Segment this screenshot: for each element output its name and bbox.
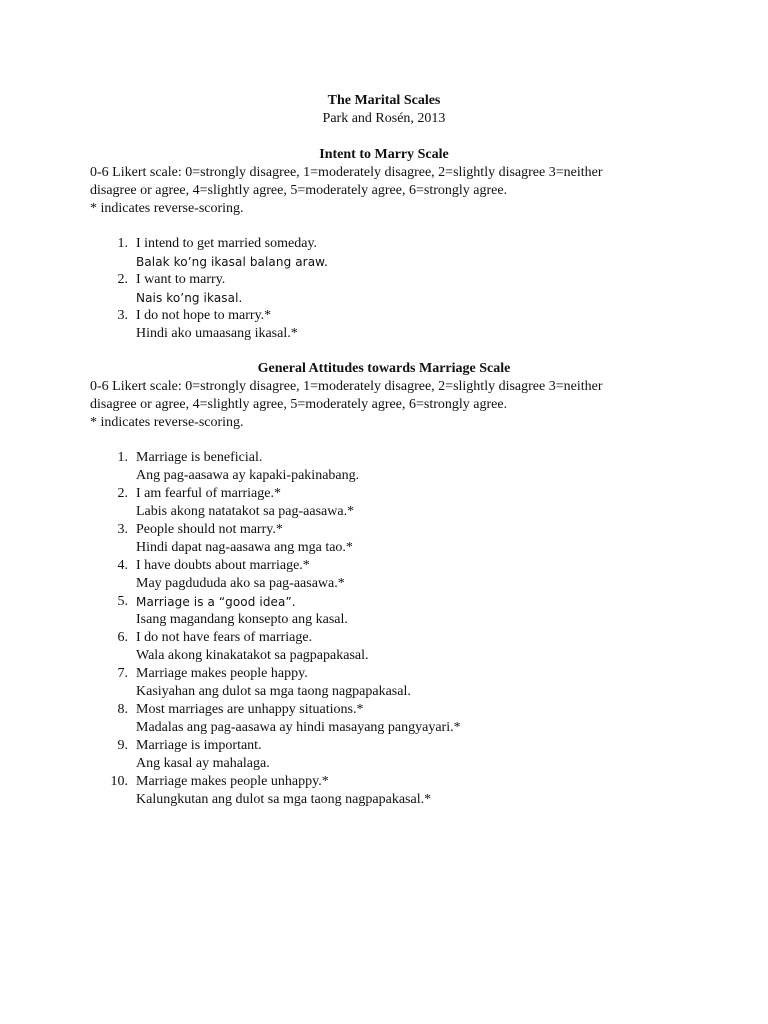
- list-item: [90, 521, 690, 557]
- item-number: 6.: [117, 630, 128, 645]
- item-translation: Hindi dapat nag-aasawa ang mga tao.*: [136, 540, 353, 555]
- item-statement: Marriage makes people happy.: [136, 666, 308, 681]
- list-item: [90, 773, 690, 809]
- item-number: 1.: [117, 450, 128, 465]
- item-statement: People should not marry.*: [136, 522, 283, 537]
- item-number: 3.: [117, 522, 128, 537]
- item-statement: Marriage is a “good idea”.: [136, 595, 296, 609]
- item-translation: Hindi ako umaasang ikasal.*: [136, 326, 298, 341]
- scale-description-line1: 0-6 Likert scale: 0=strongly disagree, 1=moderately disagree, 2=slightly disagree 3=neither: [90, 165, 603, 180]
- item-translation: Ang pag-aasawa ay kapaki-pakinabang.: [136, 468, 360, 483]
- item-translation: Ang kasal ay mahalaga.: [136, 756, 270, 771]
- reverse-scoring-note: * indicates reverse-scoring.: [90, 201, 244, 216]
- item-statement: I intend to get married someday.: [136, 236, 318, 251]
- document-title: The Marital Scales: [327, 93, 441, 108]
- list-item: [90, 701, 690, 737]
- item-statement: Marriage makes people unhappy.*: [136, 774, 329, 789]
- list-item: [90, 737, 690, 773]
- list-item: [90, 557, 690, 593]
- item-number: 9.: [117, 738, 128, 753]
- list-item: [90, 235, 690, 271]
- section-heading: General Attitudes towards Marriage Scale: [257, 361, 511, 376]
- list-item: [90, 665, 690, 701]
- document-subtitle: Park and Rosén, 2013: [322, 111, 446, 126]
- item-number: 4.: [117, 558, 128, 573]
- item-number: 7.: [117, 666, 128, 681]
- section-heading: Intent to Marry Scale: [319, 147, 449, 162]
- item-statement: Marriage is beneficial.: [136, 450, 263, 465]
- item-translation: Kalungkutan ang dulot sa mga taong nagpapakasal.*: [136, 792, 432, 807]
- item-translation: Isang magandang konsepto ang kasal.: [136, 612, 348, 627]
- item-statement: I have doubts about marriage.*: [136, 558, 310, 573]
- item-number: 5.: [117, 594, 128, 609]
- list-item: [90, 485, 690, 521]
- item-number: 2.: [117, 272, 128, 287]
- item-statement: Most marriages are unhappy situations.*: [136, 702, 364, 717]
- item-translation: Balak ko’ng ikasal balang araw.: [136, 255, 328, 269]
- item-translation: Madalas ang pag-aasawa ay hindi masayang pangyayari.*: [136, 720, 461, 735]
- item-statement: Marriage is important.: [136, 738, 262, 753]
- item-number: 8.: [117, 702, 128, 717]
- item-number: 3.: [117, 308, 128, 323]
- item-statement: I want to marry.: [136, 272, 226, 287]
- item-statement: I do not have fears of marriage.: [136, 630, 313, 645]
- item-number: 1.: [117, 236, 128, 251]
- item-translation: Nais ko’ng ikasal.: [136, 291, 243, 305]
- scale-description-line1: 0-6 Likert scale: 0=strongly disagree, 1=moderately disagree, 2=slightly disagree 3=neither: [90, 379, 603, 394]
- list-item: [90, 593, 690, 629]
- title-block: [0, 92, 768, 128]
- item-translation: May pagdududa ako sa pag-aasawa.*: [136, 576, 345, 591]
- item-statement: I am fearful of marriage.*: [136, 486, 281, 501]
- list-item: [90, 449, 690, 485]
- section-general-attitudes: [90, 360, 690, 809]
- item-number: 10.: [110, 774, 128, 789]
- scale-description-line2: disagree or agree, 4=slightly agree, 5=moderately agree, 6=strongly agree.: [90, 397, 508, 412]
- item-translation: Wala akong kinakatakot sa pagpapakasal.: [136, 648, 369, 663]
- section-intent-to-marry: [90, 146, 690, 343]
- item-statement: I do not hope to marry.*: [136, 308, 272, 323]
- item-translation: Kasiyahan ang dulot sa mga taong nagpapakasal.: [136, 684, 411, 699]
- item-translation: Labis akong natatakot sa pag-aasawa.*: [136, 504, 355, 519]
- item-number: 2.: [117, 486, 128, 501]
- list-item: [90, 629, 690, 665]
- list-item: [90, 307, 690, 343]
- item-list: [90, 235, 690, 343]
- item-list: [90, 449, 690, 809]
- list-item: [90, 271, 690, 307]
- reverse-scoring-note: * indicates reverse-scoring.: [90, 415, 244, 430]
- scale-description-line2: disagree or agree, 4=slightly agree, 5=moderately agree, 6=strongly agree.: [90, 183, 508, 198]
